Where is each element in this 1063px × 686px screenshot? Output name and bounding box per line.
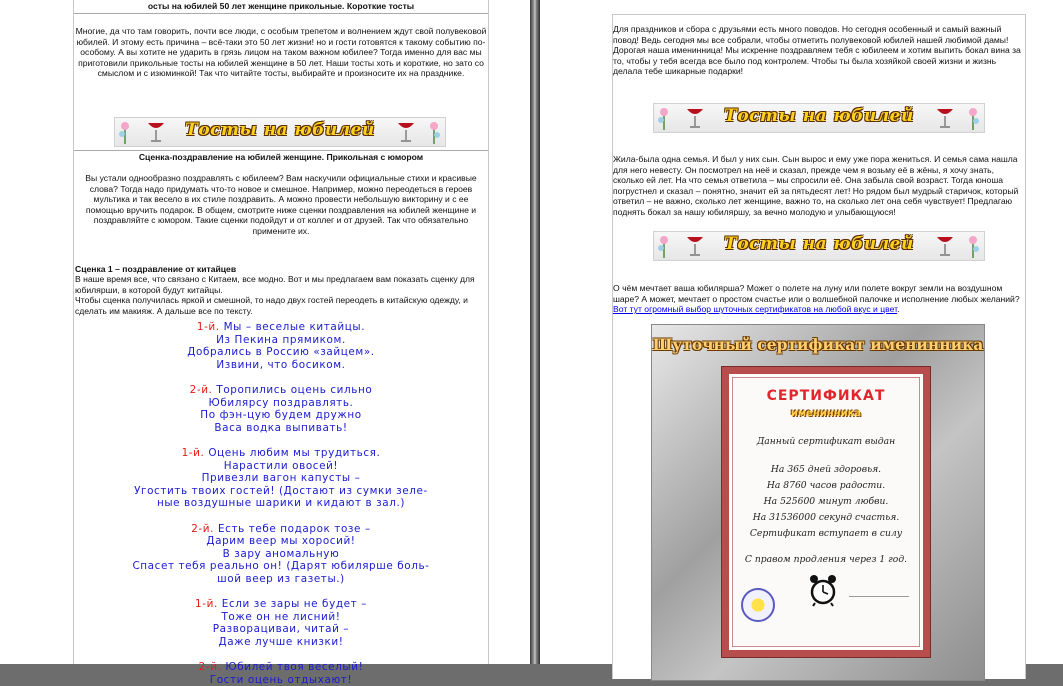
poem-stanza: 1-й. Оцень любим мы трудиться. Нарастили овосей! Привезли вагон капусты – Угостить твоих гостей! (Достают из сумки зеле- ные воздушные шарики и кидают в зал.) bbox=[134, 446, 428, 510]
poem-stanza: 2-й. Есть тебе подарок тозе – Дарим веер мы хоросий! В зару аномальную Спасет тебя реально он! (Дарят юбилярше боль- шой веер из газеты.) bbox=[132, 522, 430, 585]
certificate-line: На 8760 часов радости. bbox=[766, 480, 886, 491]
greeting-paragraph: Для праздников и сбора с друзьями есть много поводов. Но сегодня особенный и самый важный повод! Ведь сегодня мы все собрали, чтобы отметить полувековой юбилей нашей любимой дамы! Дорогая наша именинница! Мы искренне поздравляем тебя с юбилеем и хотим выпить бокал вина за то, чтобы у тебя всегда все было под контролем. Чтобы ты была хозяйкой своей жизни и жизнь делала тебе шикарные подарки! bbox=[613, 24, 1021, 77]
dream-paragraph: О чём мечтает ваша юбилярша? Может о полете на луну или полете вокруг земли на воздушном шаре? А может, мечтает о простом счастье или о волшебной палочке и исполнение любых желаний?Вот тут огромный выбор шуточных сертификатов на любой вкус и цвет. bbox=[613, 283, 1020, 315]
poem-stanza: 1-й. Мы – веселые китайцы. Из Пекина прямиком. Добрались в Россию «зайцем». Извини, что босиком. bbox=[187, 321, 375, 371]
wine-glass-icon bbox=[397, 121, 415, 143]
banner-title: Тосты на юбилей bbox=[185, 120, 375, 140]
certificates-link[interactable]: Вот тут огромный выбор шуточных сертификатов на любой вкус и цвет bbox=[613, 304, 898, 315]
divider bbox=[74, 13, 488, 14]
intro-paragraph: Многие, да что там говорить, почти все люди, с особым трепетом и волнением ждут свой полувековой юбилей. И этому есть причина – всё-таки это 50 лет жизни! но и гости готовятся к такому событию по-особому. А вы хотите не ударить в грязь лицом на таком важном юбилее? Тогда именно для вас мы приготовили прикольные тосты на юбилей женщине в 50 лет. Наши тосты хоть и короткие, но зато со смыслом и с изюминкой! Так что читайте тосты, выбирайте и произносите их на празднике. bbox=[75, 26, 487, 79]
heading-scene-1: Сценка 1 – поздравление от китайцев bbox=[75, 264, 237, 274]
right-page-sheet bbox=[612, 14, 1026, 679]
flower-icon bbox=[427, 120, 441, 144]
family-story-paragraph: Жила-была одна семья. И был у них сын. Сын вырос и ему уже пора жениться. И семья сама нашла для него невесту. Он посмотрел на неё и сказал, прежде чем я возьму её в жёны, я хочу знать, сколько ей лет. На что семья ответила – мы спросили её. Она забыла свой возраст. Тогда юноша погрустнел и сказал – понятно, значит ей за пятьдесят лет! Но рядом был мудрый старичок, который ответил – не важно, сколько лет женщине, важно то, на сколько лет она себя чувствует! Предлагаю поднять бокал за нашу юбиляршу, за вечно молодую и улыбающуюся! bbox=[613, 154, 1019, 217]
left-document-pane[interactable] bbox=[0, 0, 530, 686]
scene-paragraph: Вы устали однообразно поздравлять с юбилеем? Вам наскучили официальные стихи и красивые слова? Тогда надо придумать что-то новое и смешное. Например, можно переодеться в героев мультика и так весело в их стиле поздравить. А можно провести небольшую викторину и с ее помощью вручить подарок. В общем, смотрите ниже сценки поздравления на юбилей женщине и поздравляйте с юмором. Такие сценки подойдут и от коллег и от друзей. Так что обязательно примените их. bbox=[85, 173, 477, 236]
flower-icon bbox=[966, 106, 980, 130]
poem-stanza: 2-й. Юбилей твоя веселый! Гости оцень отдыхают! bbox=[198, 661, 364, 686]
poem-stanza: 1-й. Если зе зары не будет – Тоже он не лисний! Разворациваи, читай – Даже лучше книзки! bbox=[195, 598, 367, 648]
toasts-banner bbox=[653, 103, 985, 133]
scene-1-instructions: Чтобы сценка получилась яркой и смешной, то надо двух гостей переодеть в китайскую одежду, и сделать им макияж. А дальше все по тексту. bbox=[75, 295, 468, 316]
wine-glass-icon bbox=[936, 107, 954, 129]
wine-glass-icon bbox=[936, 235, 954, 257]
banner-title: Тосты на юбилей bbox=[724, 106, 914, 126]
poem-stanza: 2-й. Торопились оцень сильно Юбилярсу поздравлять. По фэн-цую будем дружно Васа водка выпивать! bbox=[189, 383, 373, 434]
certificate-subheading: именинника bbox=[790, 408, 862, 419]
certificate-paper bbox=[722, 367, 930, 657]
scene-1-intro: В наше время все, что связано с Китаем, все модно. Вот и мы предлагаем вам показать сценку для юбилярши, в которой будут китайцы. bbox=[75, 274, 475, 295]
certificate-line: На 525600 минут любви. bbox=[763, 496, 889, 507]
flower-icon bbox=[966, 234, 980, 258]
pane-splitter[interactable] bbox=[530, 0, 540, 664]
seal-icon bbox=[741, 588, 775, 622]
certificate-line: На 31536000 секунд счастья. bbox=[752, 512, 900, 523]
certificate-given: Данный сертификат выдан bbox=[756, 436, 896, 447]
certificate-image bbox=[651, 324, 985, 681]
heading-scene: Сценка-поздравление на юбилей женщине. Прикольная с юмором bbox=[138, 152, 424, 162]
toasts-banner bbox=[653, 231, 985, 261]
certificate-line: Сертификат вступает в силу bbox=[749, 528, 903, 539]
left-page-sheet bbox=[73, 0, 489, 686]
heading-toasts-50: осты на юбилей 50 лет женщине прикольные. Короткие тосты bbox=[147, 1, 415, 11]
banner-title: Тосты на юбилей bbox=[724, 234, 914, 254]
right-document-pane[interactable] bbox=[540, 0, 1063, 664]
dream-text: О чём мечтает ваша юбилярша? Может о полете на луну или полете вокруг земли на воздушном шаре? А может, мечтает о простом счастье или о волшебной палочке и исполнение любых желаний? bbox=[613, 283, 1020, 304]
chinese-scene-poem bbox=[74, 318, 488, 686]
alarm-clock-icon bbox=[809, 574, 837, 606]
divider bbox=[74, 150, 488, 151]
signature-line bbox=[849, 596, 909, 611]
certificate-line: На 365 дней здоровья. bbox=[770, 464, 882, 475]
certificate-line: С правом продления через 1 год. bbox=[744, 554, 908, 565]
toasts-banner bbox=[114, 117, 446, 147]
certificate-banner-title: Шуточный сертификат именинника bbox=[652, 335, 984, 354]
certificate-heading: СЕРТИФИКАТ bbox=[766, 388, 886, 404]
